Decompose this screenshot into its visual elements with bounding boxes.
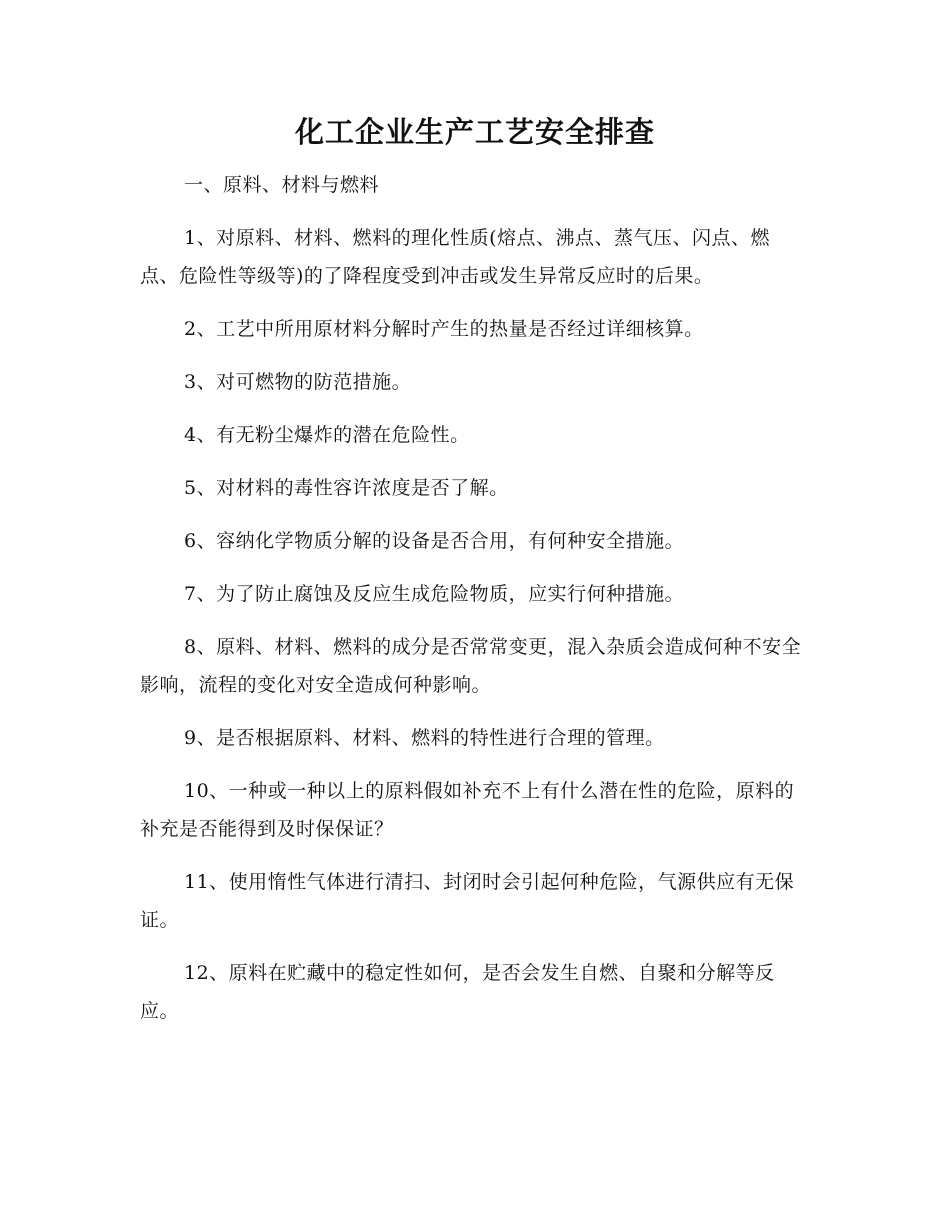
list-item-9: 9、是否根据原料、材料、燃料的特性进行合理的管理。 xyxy=(184,727,665,749)
list-item-8: 8、原料、材料、燃料的成分是否常常变更，混入杂质会造成何种不安全影响，流程的变化对安全造成何种影响。 xyxy=(140,636,802,696)
list-item-3: 3、对可燃物的防范措施。 xyxy=(184,371,412,393)
list-item-12: 12、原料在贮藏中的稳定性如何，是否会发生自燃、自聚和分解等反应。 xyxy=(140,962,775,1022)
list-item-4: 4、有无粉尘爆炸的潜在危险性。 xyxy=(184,424,470,446)
list-item-7: 7、为了防止腐蚀及反应生成危险物质，应实行何种措施。 xyxy=(184,583,685,605)
list-item-5: 5、对材料的毒性容许浓度是否了解。 xyxy=(184,477,509,499)
list-item-6: 6、容纳化学物质分解的设备是否合用，有何种安全措施。 xyxy=(184,530,685,552)
page-title: 化工企业生产工艺安全排查 xyxy=(294,115,655,149)
document-body xyxy=(140,166,808,1045)
list-item-10: 10、一种或一种以上的原料假如补充不上有什么潜在性的危险，原料的补充是否能得到及时保保证？ xyxy=(140,780,795,840)
section-heading: 一、原料、材料与燃料 xyxy=(184,174,380,196)
list-item-1: 1、对原料、材料、燃料的理化性质(熔点、沸点、蒸气压、闪点、燃点、危险性等级等)的了降程度受到冲击或发生异常反应时的后果。 xyxy=(140,227,771,287)
list-item-11: 11、使用惰性气体进行清扫、封闭时会引起何种危险，气源供应有无保证。 xyxy=(140,871,795,931)
list-item-2: 2、工艺中所用原材料分解时产生的热量是否经过详细核算。 xyxy=(184,318,704,340)
